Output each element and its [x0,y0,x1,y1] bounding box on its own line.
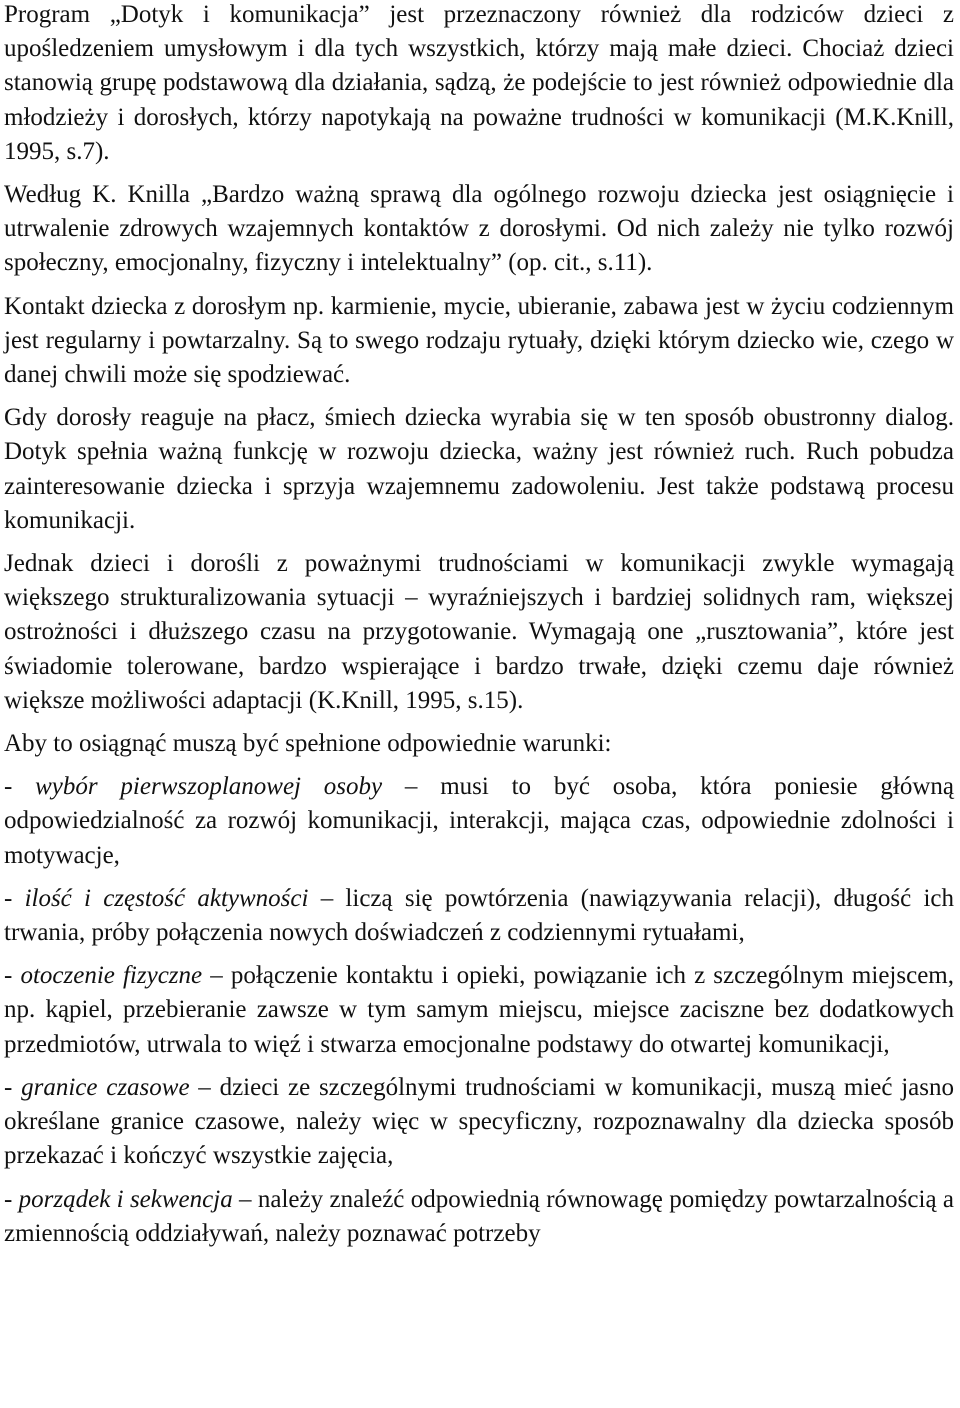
list-text: – liczą się powtórzenia (nawiązywania relacji), długość ich trwania, próby połączenia nowych doświadczeń z codziennymi rytuałami, [4,884,955,947]
paragraph-daily-contact: Kontakt dziecka z dorosłym np. karmienie, mycie, ubieranie, zabawa jest w życiu codziennym jest regularny i powtarzalny. Są to swego rodzaju rytuały, dzięki którym dziecko wie, czego w danej chwili może się spodziewać. [4,292,954,389]
document-page [4,0,954,1260]
list-item-order-sequence [4,1183,954,1251]
list-dash: - [4,1185,19,1213]
paragraph-dialog: Gdy dorosły reaguje na płacz, śmiech dziecka wyrabia się w ten sposób obustronny dialog. Dotyk spełnia ważną funkcję w rozwoju dziecka, ważny jest również ruch. Ruch pobudza zainteresowanie dziecka i sprzyja wzajemnemu zadowoleniu. Jest także podstawą procesu komunikacji. [4,404,954,534]
list-term: otoczenie fizyczne [20,962,203,990]
list-term: porządek i sekwencja [18,1185,233,1213]
list-text: – dzieci ze szczególnymi trudnościami w komunikacji, muszą mieć jasno określane granice czasowe, należy więc w specyficzny, rozpoznawalny dla dziecka sposób przekazać i kończyć wszystkie zajęcia, [4,1073,954,1170]
list-term: granice czasowe [21,1073,190,1101]
list-item-physical-environment [4,959,954,1062]
paragraph-structure: Jednak dzieci i dorośli z poważnymi trudnościami w komunikacji zwykle wymagają większego strukturalizowania sytuacji – wyraźniejszych i bardziej solidnych ram, większej ostrożności i dłuższego czasu na przygotowanie. Wymagają one „rusztowania”, które jest świadomie tolerowane, bardzo wspierające i bardzo trwałe, dzięki czemu daje również większe możliwości adaptacji (K.Knill, 1995, s.15). [4,550,954,714]
list-text: – połączenie kontaktu i opieki, powiązanie ich z szczególnym miejscem, np. kąpiel, przebieranie zawsze w tym samym miejscu, miejsce zaciszne bez dodatkowych przedmiotów, utrwala to więź i stwarza emocjonalne podstawy do otwartej komunikacji, [4,962,954,1058]
list-dash: - [4,1073,22,1101]
list-item-primary-person [4,770,954,873]
list-dash: - [4,962,21,990]
list-item-time-limits [4,1071,954,1174]
paragraph-knill-quote: Według K. Knilla „Bardzo ważną sprawą dla ogólnego rozwoju dziecka jest osiągnięcie i utrwalenie zdrowych wzajemnych kontaktów z dorosłymi. Od nich zależy nie tylko rozwój społeczny, emocjonalny, fizyczny i intelektualny” (op. cit., s.11). [4,181,954,277]
list-dash: - [4,773,36,801]
list-term: ilość i częstość aktywności [24,884,309,912]
list-text: – należy znaleźć odpowiednią równowagę pomiędzy powtarzalnością a zmiennością oddziaływań, należy poznawać potrzeby [4,1185,954,1247]
list-text: – musi to być osoba, która poniesie główną odpowiedzialność za rozwój komunikacji, interakcji, mająca czas, odpowiednie zdolności i motywacje, [4,773,954,869]
paragraph-conditions-intro: Aby to osiągnąć muszą być spełnione odpowiednie warunki: [4,730,612,758]
list-dash: - [4,884,25,912]
list-term: wybór pierwszoplanowej osoby [35,773,383,801]
list-item-activity-frequency [4,882,954,950]
paragraph-program-intro: Program „Dotyk i komunikacja” jest przeznaczony również dla rodziców dzieci z upośledzeniem umysłowym i dla tych wszystkich, którzy mają małe dzieci. Chociaż dzieci stanowią grupę podstawową dla działania, sądzą, że podejście to jest również odpowiednie dla młodzieży i dorosłych, którzy napotykają na poważne trudności w komunikacji (M.K.Knill, 1995, s.7). [4,1,954,165]
